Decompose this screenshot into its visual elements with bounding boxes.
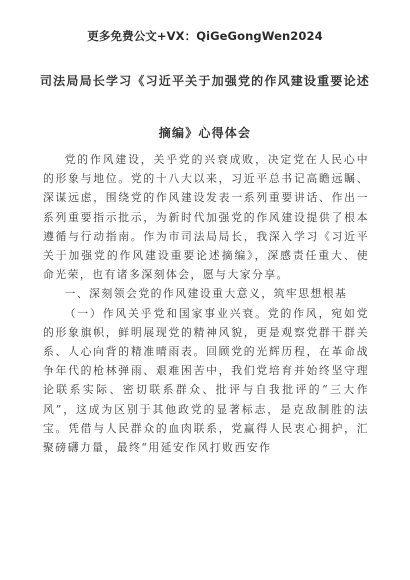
document-title-line-1: 司法局局长学习《习近平关于加强党的作风建设重要论述	[39, 74, 370, 88]
document-title-line-2: 摘编》心得体会	[158, 126, 252, 140]
paragraph-intro: 党的作风建设，关乎党的兴衰成败，决定党在人民心中的形象与地位。党的十八大以来，习近平总书记高瞻远瞩、深谋远虑，围绕党的作风建设发表一系列重要讲话、作出一系列重要指示批示，为新时代加强党的作风建设提供了根本遵循与行动指南。作为市司法局局长，我深入学习《习近平关于加强党的作风建设重要论述摘编》，深感责任重大、使命光荣，也有诸多深刻体会，愿与大家分享。	[43, 153, 369, 282]
document-body	[43, 150, 369, 457]
section-heading-1: 一、深刻领会党的作风建设重大意义，筑牢思想根基	[64, 287, 348, 301]
watermark-text: 更多免费公文+VX：QiGeGongWen2024	[87, 29, 323, 43]
paragraph-subsection-1: （一）作风关乎党和国家事业兴衰。党的作风，宛如党的形象旗帜，鲜明展现党的精神风貌，更是观察党群干群关系、人心向背的精准晴雨表。回顾党的光辉历程，在革命战争年代的枪林弹雨、艰难困苦中，我们党培育并始终坚守理论联系实际、密切联系群众、批评与自我批评的“三大作风”，这成为区别于其他政党的显著标志，是克敌制胜的法宝。凭借与人民群众的血肉联系，党赢得人民衷心拥护，汇聚磅礴力量，最终“用延安作风打败西安作	[43, 306, 369, 455]
